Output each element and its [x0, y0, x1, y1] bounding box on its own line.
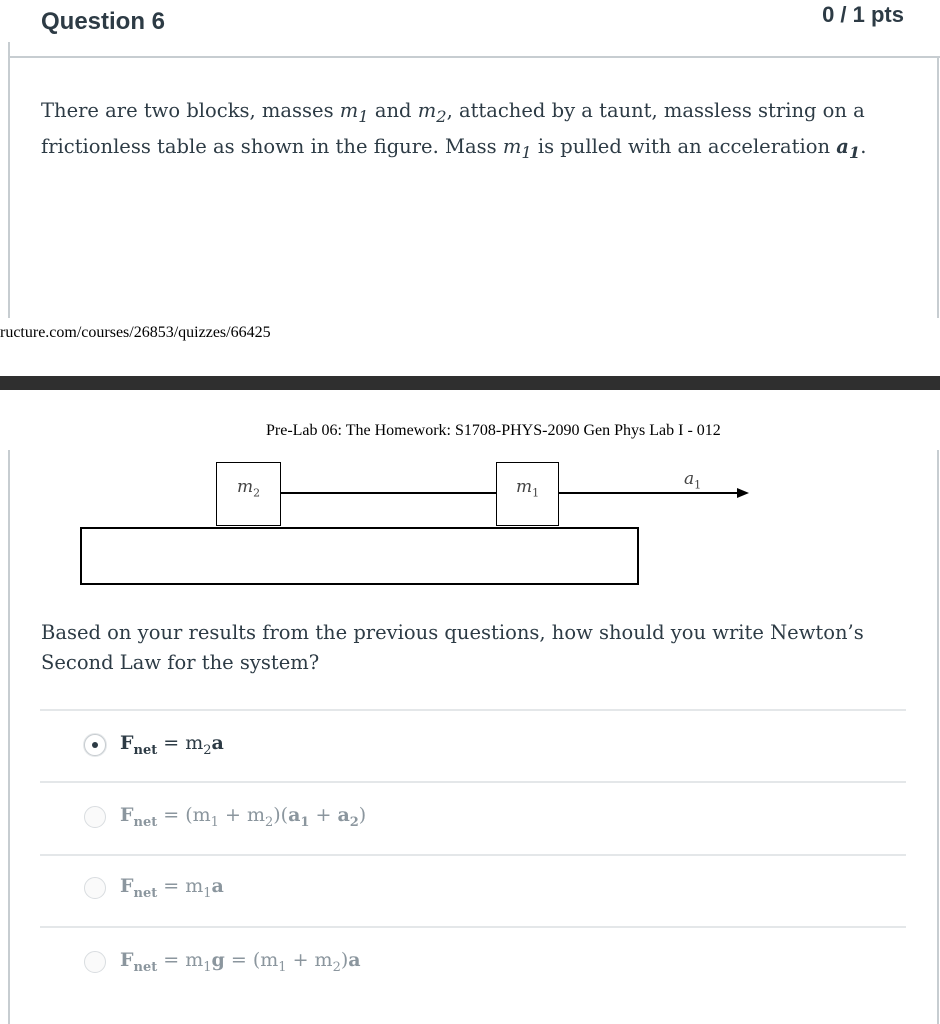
- card-right-border: [937, 58, 939, 318]
- var-m1: $m_1$: [339, 99, 369, 126]
- answer-divider: [40, 781, 906, 783]
- acceleration-label: $a_1$: [684, 469, 702, 492]
- card-left-border: [8, 42, 10, 318]
- question-prompt: Based on your results from the previous questions, how should you write Newton’s Second Law for the system?: [41, 621, 864, 674]
- answer-divider: [40, 926, 906, 928]
- card-right-border-lower: [937, 450, 939, 1024]
- question-text: There are two blocks, masses $m_1$ and $m_2$, attached by a taunt, massless string on a frictionless table as shown in the figure. Mass $m_1$ is pulled with an acceleration $a_1$.: [41, 99, 867, 162]
- question-points: 0 / 1 pts: [822, 2, 904, 27]
- print-url: ructure.com/courses/26853/quizzes/66425: [0, 324, 271, 341]
- answer-option-4[interactable]: [84, 942, 361, 982]
- pull-arrow-line: [559, 492, 739, 494]
- header-divider: [8, 56, 940, 58]
- answer-text: $F_{net} = m_1g = (m_1 + m_2)a$: [120, 949, 361, 975]
- var-a1: $a_1$: [836, 134, 861, 162]
- radio-button-selected[interactable]: [84, 734, 106, 756]
- block-m1-label: $m_1$: [515, 477, 540, 500]
- arrow-head-icon: [737, 488, 749, 498]
- blocks-figure: [70, 455, 770, 595]
- print-page-header: Pre-Lab 06: The Homework: S1708-PHYS-2090 Gen Phys Lab I - 012: [266, 422, 721, 439]
- var-m1-second: $m_1$: [502, 134, 532, 162]
- string-between-blocks: [281, 492, 496, 494]
- answer-divider: [40, 854, 906, 856]
- answer-text: $F_{net} = (m_1 + m_2)(a_1 + a_2)$: [120, 804, 367, 830]
- var-m2: $m_2$: [417, 99, 447, 126]
- answer-option-2[interactable]: [84, 797, 366, 837]
- answer-option-3[interactable]: [84, 868, 224, 908]
- frictionless-table: [80, 527, 639, 585]
- question-header: [0, 0, 940, 56]
- page-break-bar: [0, 376, 940, 390]
- question-title: Question 6: [41, 8, 166, 35]
- answer-text: $F_{net} = m_2a$: [120, 732, 224, 758]
- radio-button[interactable]: [84, 951, 106, 973]
- answer-divider: [40, 709, 906, 711]
- block-m2: [216, 462, 281, 526]
- radio-button[interactable]: [84, 806, 106, 828]
- block-m1: [496, 462, 559, 526]
- answer-option-1[interactable]: [84, 725, 224, 765]
- block-m2-label: $m_2$: [236, 477, 261, 500]
- radio-button[interactable]: [84, 877, 106, 899]
- answer-text: $F_{net} = m_1a$: [120, 875, 224, 901]
- card-left-border-lower: [8, 450, 10, 1024]
